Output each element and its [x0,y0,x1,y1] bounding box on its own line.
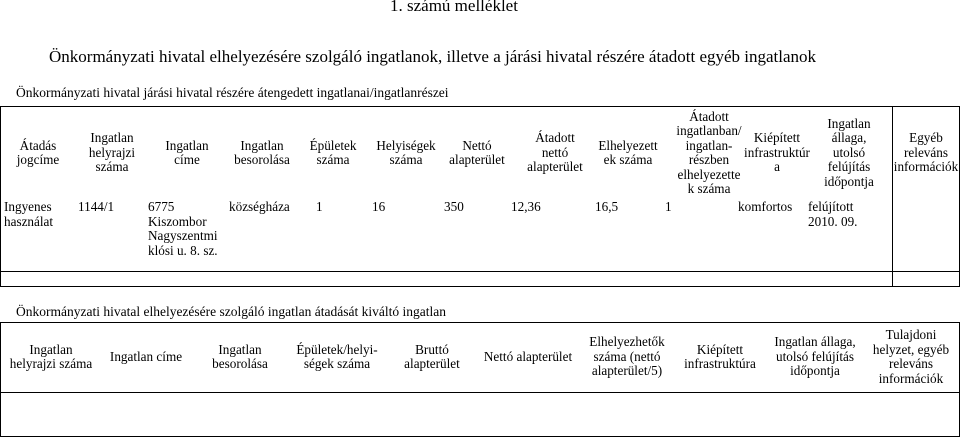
header2-epuletek-helyisegek: Épületek/helyi- ségek száma [296,341,378,371]
row-atadott-elhelyezettek: 1 [665,199,672,214]
header-atadas-jogcime: Átadás jogcíme [16,137,60,167]
header-ingatlan-besorolasa: Ingatlan besorolása [234,137,290,167]
page-title: 1. számú melléklet [390,0,518,15]
row-atadott-netto-alapterulet: 12,36 [511,199,541,214]
header-ingatlan-allaga: Ingatlan állaga, utolsó felújítás időpontja [824,115,874,189]
row-ingatlan-cime: 6775 Kiszombor Nagyszentmi klósi u. 8. sz. [148,199,218,258]
header2-tulajdoni-helyzet: Tulajdoni helyzet, egyéb releváns információk [872,327,950,386]
row-elhelyezettek-szama: 16,5 [595,199,619,214]
page-subtitle: Önkormányzati hivatal elhelyezésére szolgáló ingatlanok, illetve a járási hivatal részére átadott egyéb ingatlanok [49,47,817,66]
header-atadott-elhelyezettek: Átadott ingatlanban/ ingatlan- részben elhelyezette k száma [676,108,742,196]
row-epuletek-szama: 1 [316,199,323,214]
row-kiepitett-infrastruktura: komfortos [738,199,793,214]
header-egyeb-informaciok: Egyéb releváns információk [893,130,959,175]
section-title-handed-over: Önkormányzati hivatal járási hivatal részére átengedett ingatlanai/ingatlanrészei [16,85,449,100]
header-netto-alapterulet: Nettó alapterület [449,137,505,167]
header-helyrajzi-szam: Ingatlan helyrajzi száma [88,130,136,175]
header2-kiepitett-infrastruktura: Kiépített infrastruktúra [684,341,756,371]
header-elhelyezettek-szama: Elhelyezett ek száma [598,137,658,167]
header2-brutto-alapterulet: Bruttó alapterület [404,341,460,371]
header2-ingatlan-besorolasa: Ingatlan besorolása [212,341,268,371]
row-helyrajzi-szam: 1144/1 [78,199,115,214]
row-netto-alapterulet: 350 [444,199,464,214]
row-helyisegek-szama: 16 [372,199,386,214]
header2-elhelyezhetok-szama: Elhelyezhetők száma (nettó alapterület/5) [589,334,665,379]
row-ingatlan-besorolasa: községháza [229,199,290,214]
row-ingatlan-allaga: felújított 2010. 09. [808,199,858,229]
header-helyisegek-szama: Helyiségek száma [376,137,436,167]
row-atadas-jogcime: Ingyenes használat [4,199,54,229]
header-epuletek-szama: Épületek száma [309,137,357,167]
header2-ingatlan-cime: Ingatlan címe [109,348,183,364]
header2-netto-alapterulet: Nettó alapterület [483,348,573,364]
header-kiepitett-infrastruktura: Kiépített infrastruktúr a [744,130,810,175]
header-atadott-netto-alapterulet: Átadott nettó alapterület [527,130,583,175]
header2-ingatlan-allaga: Ingatlan állaga, utolsó felújítás időpontja [774,334,856,379]
header-ingatlan-cime: Ingatlan címe [165,137,209,167]
section-title-replacement: Önkormányzati hivatal elhelyezésére szolgáló ingatlan átadását kiváltó ingatlan [16,304,446,319]
header2-helyrajzi-szam: Ingatlan helyrajzi száma [9,341,93,371]
